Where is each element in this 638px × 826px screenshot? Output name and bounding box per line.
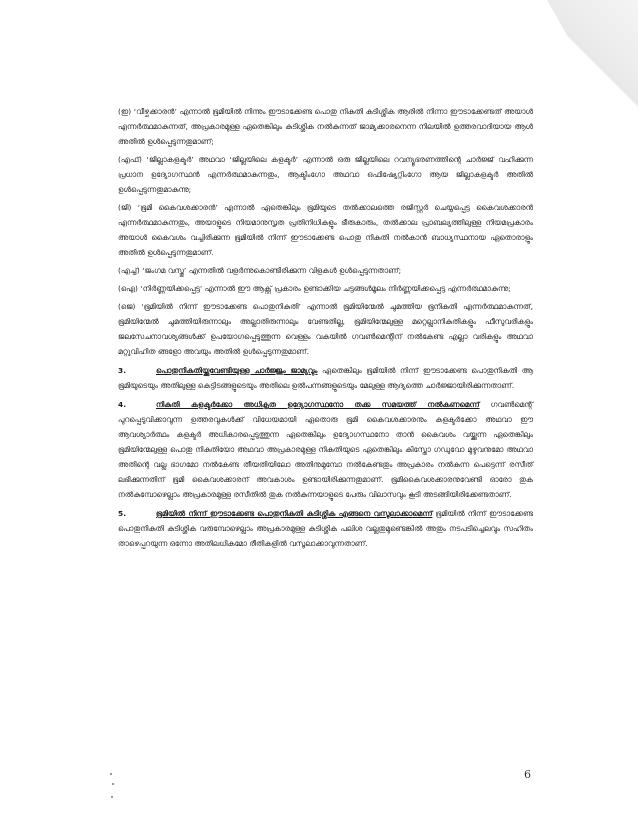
section-body: ഗവൺമെന്റ് പുറപ്പെടുവിക്കാവുന്ന ഉത്തരവുകൾക്ക് വിധേയമായി ഏതൊരു ഭൂമി കൈവശക്കാരനും കളക്ടർക്കോ അഥവാ ഈ ആവശ്യാർത്ഥം കളക്ടർ അധികാരപ്പെടുത്തുന്ന ഏതെങ്കിലും ഉദ്യോഗസ്ഥനോ താൻ കൈവശം വയ്ക്കുന്ന ഏതെങ്കിലും ഭൂമിയിന്മേലുള്ള പൊതു നികുതിയോ അഥവാ അപ്രകാരമുള്ള നികുതിയുടെ ഏതെങ്കിലും കിസ്തോ ഗഡുവോ മുഴുവനുമോ അഥവാ അതിന്റെ വല്ല ഭാഗമോ നൽകേണ്ട തീയതിയിലോ അതിനുമുമ്പോ നൽകേണ്ടതും അപ്രകാരം നൽകുന്ന പെട്ടെന്ന് രസീത് ലഭിക്കുന്നതിന് ഭൂമി കൈവശക്കാരന് അവകാശം ഉണ്ടായിരിക്കുന്നതുമാണ്. ഭൂമികൈവശക്കാരനുവേണ്ടി ഓരോ തുക നൽകുമ്പോഴെല്ലാം അപ്രകാരമുള്ള രസീതിൽ തുക നൽകുന്നയാളുടെ പേരും വിലാസവും കൂടി അടങ്ങിയിരിക്കേണ്ടതാണ്. [118,400,533,499]
section-number: 5. [118,509,127,518]
definition-g: (ജി) ‘ഭൂമി കൈവശക്കാരൻ’ എന്നാൽ ഏതെങ്കിലും ഭൂമിയുടെ തൽക്കാലത്തെ രജിസ്റ്റർ ചെയ്യപ്പെട്ട കൈവശക്കാരൻ എന്നർത്ഥമാകുന്നതും, അയാളുടെ നിയമാനുസൃത പ്രതിനിധികളും ഭീരുകാരും, തൽക്കാല പ്രാബല്യത്തിലുള്ള നിയമപ്രകാരം അയാൾ കൈവശം വച്ചിരിക്കുന്ന ഭൂമിയിൽ നിന്ന് ഈടാക്കേണ്ട പൊതു നികുതി നൽകാൻ ബാധ്യസ്ഥനായ ഏതൊരാളും അതിൽ ഉൾപ്പെടുന്നതുമാണ്. [118,203,533,257]
definition-i: (ഐ) ‘നിർണ്ണയിക്കപ്പെട്ട’ എന്നാൽ ഈ ആക്റ്റ് പ്രകാരം ഉണ്ടാക്കിയ ചട്ടങ്ങൾമൂലം നിർണ്ണയിക്കപ്പെട്ട എന്നർത്ഥമാകുന്നു; [118,284,511,293]
section-body: ഭൂമിയിൽ നിന്ന് ഈടാക്കേണ്ട പൊതുനികുതി കുടിശ്ശിക വരുമ്പോഴെല്ലാം അപ്രകാരമുള്ള കുടിശ്ശിക പലിശ വല്ലതുമുണ്ടെങ്കിൽ അതും നടപടിച്ചെലവും സഹിതം താഴെപ്പറയുന്ന ഒന്നോ അതിലധികമോ രീതികളിൽ വസൂലാക്കാവുന്നതാണ്. [118,509,533,548]
section-body: ഏതെങ്കിലും ഭൂമിയിൽ നിന്ന് ഈടാക്കേണ്ട പൊതുനികുതി ആ ഭൂമിയുടെയും അതിലുള്ള കെട്ടിടങ്ങളുടെയും അതിലെ ഉൽപന്നങ്ങളുടെയും മേലുള്ള ആദ്യത്തെ ചാർജ്ജായിരിക്കുന്നതാണ്. [118,366,533,390]
section-5 [118,506,533,551]
section-heading: ഭൂമിയിൽ നിന്ന് ഈടാക്കേണ്ട പൊതുനികുതി കുടിശ്ശിക എങ്ങനെ വസൂലാക്കാമെന്ന് [156,509,433,518]
page-number: 6 [524,768,531,781]
scan-speck [110,773,112,775]
section-number: 4. [118,400,127,409]
section-heading: നികുതി കളക്ടർക്കോ അധികൃത ഉദ്യോഗസ്ഥനോ തക്ക സമയത്ത് നൽകണമെന്ന് [156,400,480,409]
section-number: 3. [118,366,127,375]
definition-e: (ഇ) ‘വീഴ്ചക്കാരൻ’ എന്നാൽ ഭൂമിയിൽ നിന്നും ഈടാക്കേണ്ട പൊതു നികുതി കുടിശ്ശിക ആരിൽ നിന്നാ ഈടാക്കേണ്ടത് അയാൾ എന്നർത്ഥമാകുന്നത്, അപ്രകാരമുള്ള ഏതെങ്കിലും കുടിശ്ശിക നൽകുന്നത് ജാമ്യക്കാരനെന്ന നിലയിൽ ഉത്തരവാദിയായ ആൾ അതിൽ ഉൾപ്പെടുന്നതുമാണ്; [118,107,533,146]
document-body [118,104,533,554]
section-4 [118,397,533,502]
scan-speck [111,796,113,798]
definition-j: (ജെ) ‘ഭൂമിയിൽ നിന്ന് ഈടാക്കേണ്ട പൊതുനികുതി’ എന്നാൽ ഭൂമിയിന്മേൽ ചുമത്തിയ ഭൂനികുതി എന്നർത്ഥമാകുന്നത്, ഭൂമിയിന്മേൽ ചുമത്തിയിരുന്നാലും അല്ലാതിരുന്നാലും വേണ്ടതില്ല, ഭൂമിയിന്മേലുള്ള മറ്റെല്ലാനികുതികളും ഫീസുവരികളും ജലസേചനാവശ്യങ്ങൾക്ക് ഉപയോഗപ്പെടുത്തുന്ന വെള്ളം വകയിൽ ഗവൺമെന്റിന് നൽകേണ്ട എല്ലാ വരികളും അഥവാ മറ്റുവിഹിത ങ്ങളോ അവയും അതിൽ ഉൾപ്പെടുന്നതുമാണ്. [118,302,533,356]
definition-f: (എഫ്) ‘ജില്ലാകളക്ടർ’ അഥവാ ‘ജില്ലയിലെ കളക്ടർ’ എന്നാൽ ഒരു ജില്ലയിലെ റവന്യൂഭരണത്തിന്റെ ചാർജ്ജ് വഹിക്കുന്ന പ്രധാന ഉദ്യോഗസ്ഥൻ എന്നർത്ഥമാകുന്നതും, ആക്ടിംഗോ അഥവാ ഒഫിഷ്യേറ്റിംഗോ ആയ ജില്ലാകളക്ടർ അതിൽ ഉൾപ്പെടുന്നതുമാകുന്നു; [118,155,533,194]
section-heading: പൊതുനികുതിയ്ക്കുവേണ്ടിയുള്ള ചാർജ്ജും ജാമ്യവും [156,366,318,375]
scan-speck [112,783,114,785]
definition-h: (എച്ച്) ‘ജംഗമ വസ്തു’ എന്നതിൽ വളർന്നുകൊണ്ടിരിക്കുന്ന വിളകൾ ഉൾപ്പെടുന്നതാണ്; [118,266,402,275]
section-3 [118,363,533,393]
